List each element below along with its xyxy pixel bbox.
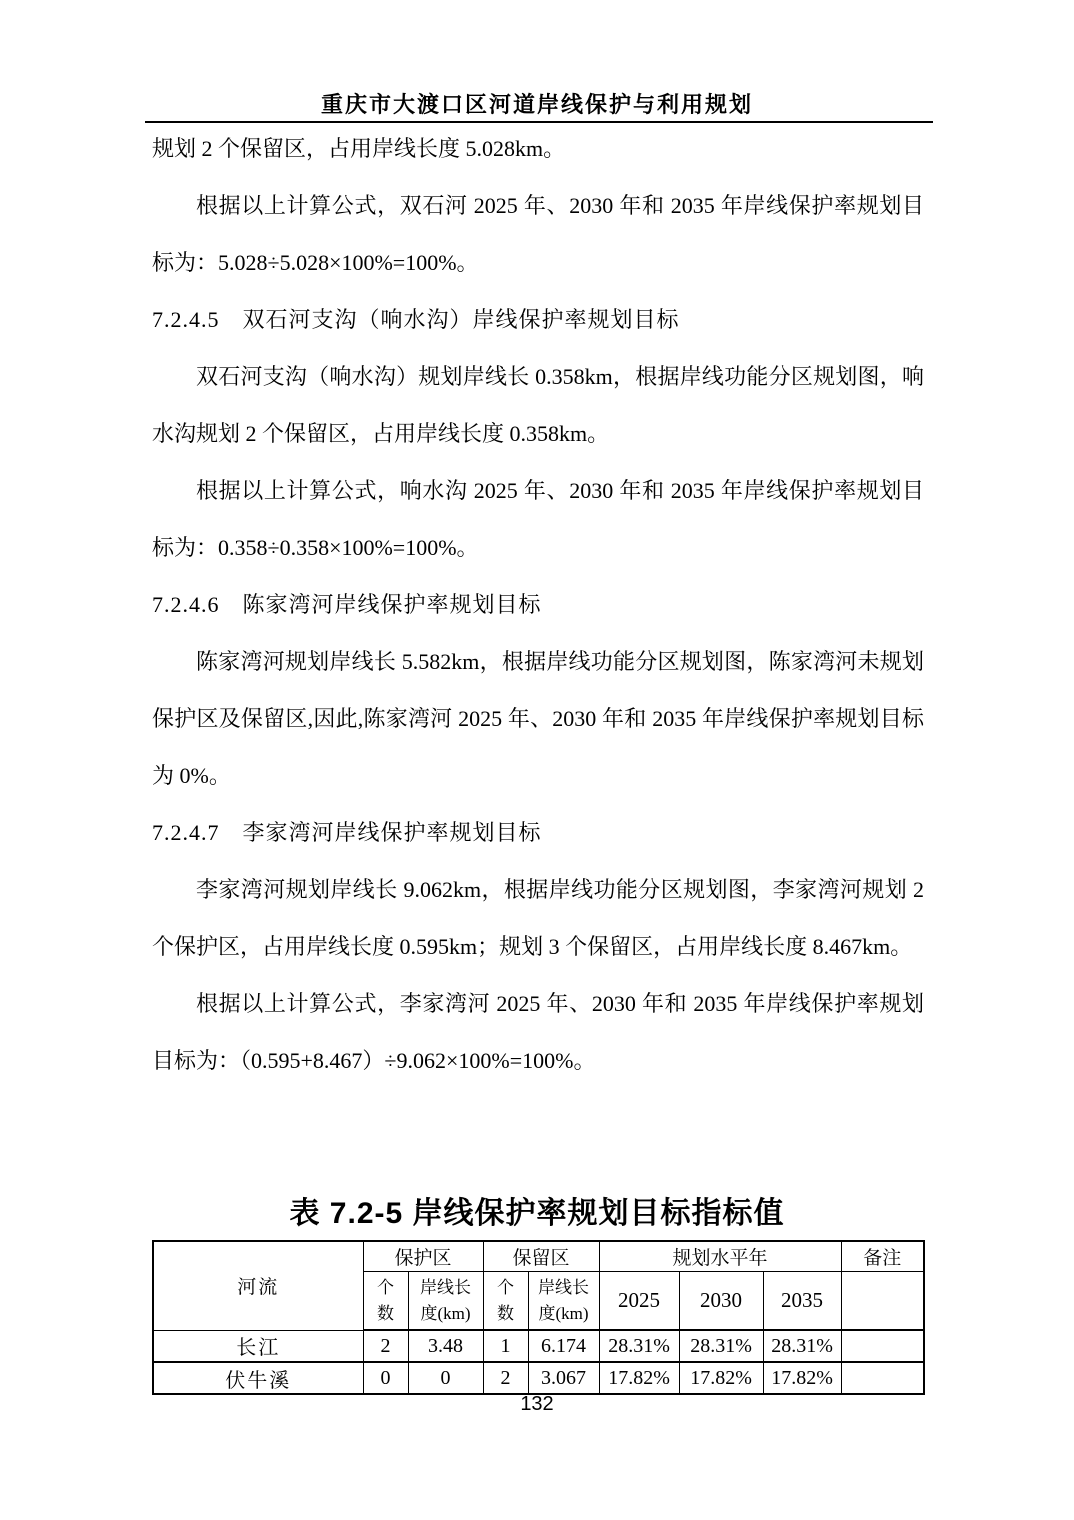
reserve-count-label: 个数 (497, 1277, 514, 1323)
protect-length-value: 0 (408, 1362, 483, 1394)
protect-count-value: 2 (363, 1330, 408, 1362)
paragraph: 规划 2 个保留区，占用岸线长度 5.028km。 (152, 136, 566, 161)
col-header-year-2025: 2025 (599, 1272, 679, 1331)
paragraph: 根据以上计算公式，响水沟 2025 年、2030 年和 2035 年岸线保护率规划目标为：0.358÷0.358×100%=100%。 (152, 478, 924, 560)
paragraph: 陈家湾河规划岸线长 5.582km，根据岸线功能分区规划图，陈家湾河未规划保护区及保留区,因此,陈家湾河 2025 年、2030 年和 2035 年岸线保护率规划目标为 0%。 (152, 649, 924, 788)
col-header-year-2035: 2035 (763, 1272, 841, 1331)
protect-length-value: 3.48 (408, 1330, 483, 1362)
table-row-funiuxi (153, 1362, 924, 1394)
col-header-protect-count (363, 1272, 408, 1331)
col-header-protect-length (408, 1272, 483, 1331)
river-name: 伏牛溪 (153, 1362, 363, 1394)
paragraph: 根据以上计算公式，李家湾河 2025 年、2030 年和 2035 年岸线保护率规划目标为：（0.595+8.467）÷9.062×100%=100%。 (152, 991, 924, 1073)
rate-2025-value: 28.31% (599, 1330, 679, 1362)
col-header-reserve-length (528, 1272, 599, 1331)
river-name: 长江 (153, 1330, 363, 1362)
rate-2030-value: 17.82% (679, 1362, 763, 1394)
body-content (152, 120, 924, 1089)
rate-2030-value: 28.31% (679, 1330, 763, 1362)
protect-count-label: 个数 (376, 1277, 394, 1323)
table-title: 表 7.2-5 岸线保护率规划目标指标值 (289, 1197, 785, 1230)
remark-value (841, 1362, 924, 1394)
section-heading-7246: 7.2.4.6 陈家湾河岸线保护率规划目标 (152, 592, 542, 617)
rate-2025-value: 17.82% (599, 1362, 679, 1394)
reserve-length-value: 3.067 (528, 1362, 599, 1394)
section-heading-7245: 7.2.4.5 双石河支沟（响水沟）岸线保护率规划目标 (152, 307, 680, 332)
running-head-title: 重庆市大渡口区河道岸线保护与利用规划 (320, 92, 753, 117)
col-header-reserve-zone: 保留区 (483, 1241, 599, 1272)
reserve-count-value: 2 (483, 1362, 528, 1394)
col-header-remarks: 备注 (841, 1241, 924, 1272)
protect-count-value: 0 (363, 1362, 408, 1394)
section-heading-7247: 7.2.4.7 李家湾河岸线保护率规划目标 (152, 820, 542, 845)
reserve-count-value: 1 (483, 1330, 528, 1362)
reserve-length-value: 6.174 (528, 1330, 599, 1362)
paragraph: 李家湾河规划岸线长 9.062km，根据岸线功能分区规划图，李家湾河规划 2 个保护区，占用岸线长度 0.595km；规划 3 个保留区，占用岸线长度 8.467km。 (152, 877, 924, 959)
rate-2035-value: 17.82% (763, 1362, 841, 1394)
col-header-river: 河流 (153, 1241, 363, 1330)
table-row-changjiang (153, 1330, 924, 1362)
page-number: 132 (520, 1393, 554, 1415)
paragraph: 根据以上计算公式，双石河 2025 年、2030 年和 2035 年岸线保护率规划目标为：5.028÷5.028×100%=100%。 (152, 193, 924, 275)
col-header-reserve-count (483, 1272, 528, 1331)
remark-value (841, 1330, 924, 1362)
col-header-remarks-empty (841, 1272, 924, 1331)
shoreline-protection-rate-table (152, 1240, 925, 1395)
rate-2035-value: 28.31% (763, 1330, 841, 1362)
col-header-planning-years: 规划水平年 (599, 1241, 841, 1272)
paragraph: 双石河支沟（响水沟）规划岸线长 0.358km，根据岸线功能分区规划图，响水沟规划 2 个保留区，占用岸线长度 0.358km。 (152, 364, 924, 446)
reserve-length-label: 岸线长度(km) (538, 1277, 590, 1323)
col-header-protection-zone: 保护区 (363, 1241, 483, 1272)
col-header-year-2030: 2030 (679, 1272, 763, 1331)
protect-length-label: 岸线长度(km) (420, 1277, 471, 1323)
